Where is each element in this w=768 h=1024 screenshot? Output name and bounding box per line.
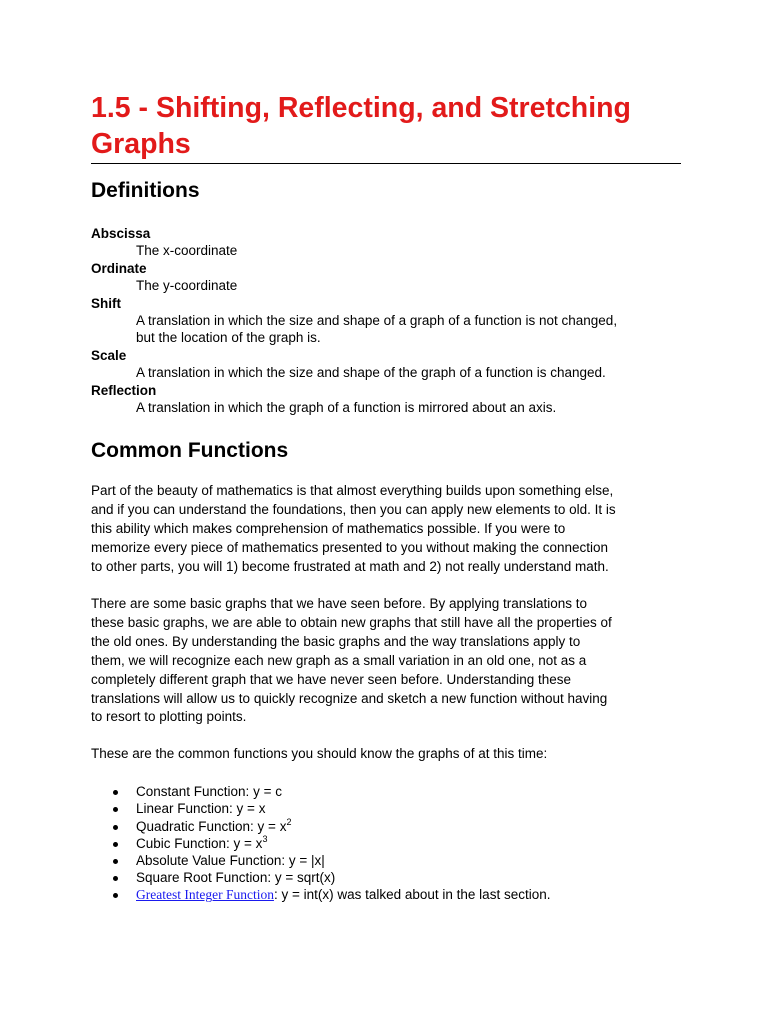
greatest-integer-function-link[interactable]: Greatest Integer Function bbox=[136, 887, 274, 903]
paragraph-line: to other parts, you will 1) become frustrated at math and 2) not really understand math. bbox=[91, 559, 609, 575]
paragraph-line: translations will allow us to quickly recognize and sketch a new function without having bbox=[91, 690, 608, 706]
paragraph-line: to resort to plotting points. bbox=[91, 709, 247, 725]
list-item bbox=[91, 800, 681, 817]
paragraph-line: Part of the beauty of mathematics is that almost everything builds upon something else, bbox=[91, 483, 614, 499]
list-item bbox=[91, 886, 681, 903]
superscript: 3 bbox=[262, 833, 268, 844]
paragraph-line: these basic graphs, we are able to obtain new graphs that still have all the properties of bbox=[91, 614, 612, 630]
bullet-icon bbox=[113, 807, 118, 812]
common-functions-heading: Common Functions bbox=[91, 439, 289, 463]
paragraph-line: and if you can understand the foundations, then you can apply new elements to old. It is bbox=[91, 502, 616, 518]
definitions-list bbox=[91, 225, 681, 416]
list-item bbox=[91, 783, 681, 800]
function-list bbox=[91, 783, 681, 903]
paragraph-basic-graphs bbox=[91, 595, 681, 727]
list-item bbox=[91, 869, 681, 886]
bullet-icon bbox=[113, 790, 118, 795]
definition-scale: A translation in which the size and shape of the graph of a function is changed. bbox=[136, 365, 606, 381]
definition-reflection: A translation in which the graph of a function is mirrored about an axis. bbox=[136, 400, 557, 416]
paragraph-line: completely different graph that we have never seen before. Understanding these bbox=[91, 671, 572, 687]
paragraph-line: this ability which makes comprehension of mathematics possible. If you were to bbox=[91, 521, 566, 537]
list-item bbox=[91, 835, 681, 852]
list-item bbox=[91, 852, 681, 869]
document-page bbox=[91, 90, 681, 904]
list-item-text: Quadratic Function: y = x bbox=[136, 818, 287, 834]
term-abscissa: Abscissa bbox=[91, 226, 151, 241]
list-item-text: Linear Function: y = x bbox=[136, 801, 266, 817]
bullet-icon bbox=[113, 876, 118, 881]
list-item-text: Absolute Value Function: y = |x| bbox=[136, 853, 325, 869]
term-ordinate: Ordinate bbox=[91, 260, 147, 276]
definition-shift-line-1: A translation in which the size and shape of a graph of a function is not changed, bbox=[136, 313, 618, 329]
definition-abscissa: The x-coordinate bbox=[136, 243, 238, 259]
page-title: 1.5 - Shifting, Reflecting, and Stretching Graphs bbox=[91, 90, 681, 164]
superscript: 2 bbox=[286, 816, 292, 827]
paragraph-line: the old ones. By understanding the basic graphs and the way translations apply to bbox=[91, 633, 581, 649]
bullet-icon bbox=[113, 859, 118, 864]
term-shift: Shift bbox=[91, 295, 121, 311]
list-item bbox=[91, 818, 681, 835]
paragraph-line: memorize every piece of mathematics presented to you without making the connection bbox=[91, 540, 609, 556]
term-reflection: Reflection bbox=[91, 382, 157, 398]
paragraph-intro bbox=[91, 482, 681, 577]
list-item-text: Square Root Function: y = sqrt(x) bbox=[136, 870, 336, 886]
definition-ordinate: The y-coordinate bbox=[136, 278, 238, 294]
bullet-icon bbox=[113, 825, 118, 830]
paragraph-line: them, we will recognize each new graph as a small variation in an old one, not as a bbox=[91, 652, 587, 668]
bullet-icon bbox=[113, 893, 118, 898]
paragraph-list-intro: These are the common functions you should know the graphs of at this time: bbox=[91, 746, 548, 762]
definition-shift-line-2: but the location of the graph is. bbox=[136, 330, 321, 346]
list-item-text: Cubic Function: y = x bbox=[136, 835, 263, 851]
definitions-heading: Definitions bbox=[91, 179, 200, 202]
list-item-text: : y = int(x) was talked about in the last section. bbox=[273, 887, 551, 903]
list-item-text: Constant Function: y = c bbox=[136, 784, 282, 800]
paragraph-line: There are some basic graphs that we have seen before. By applying translations to bbox=[91, 596, 588, 611]
term-scale: Scale bbox=[91, 347, 127, 363]
bullet-icon bbox=[113, 842, 118, 847]
